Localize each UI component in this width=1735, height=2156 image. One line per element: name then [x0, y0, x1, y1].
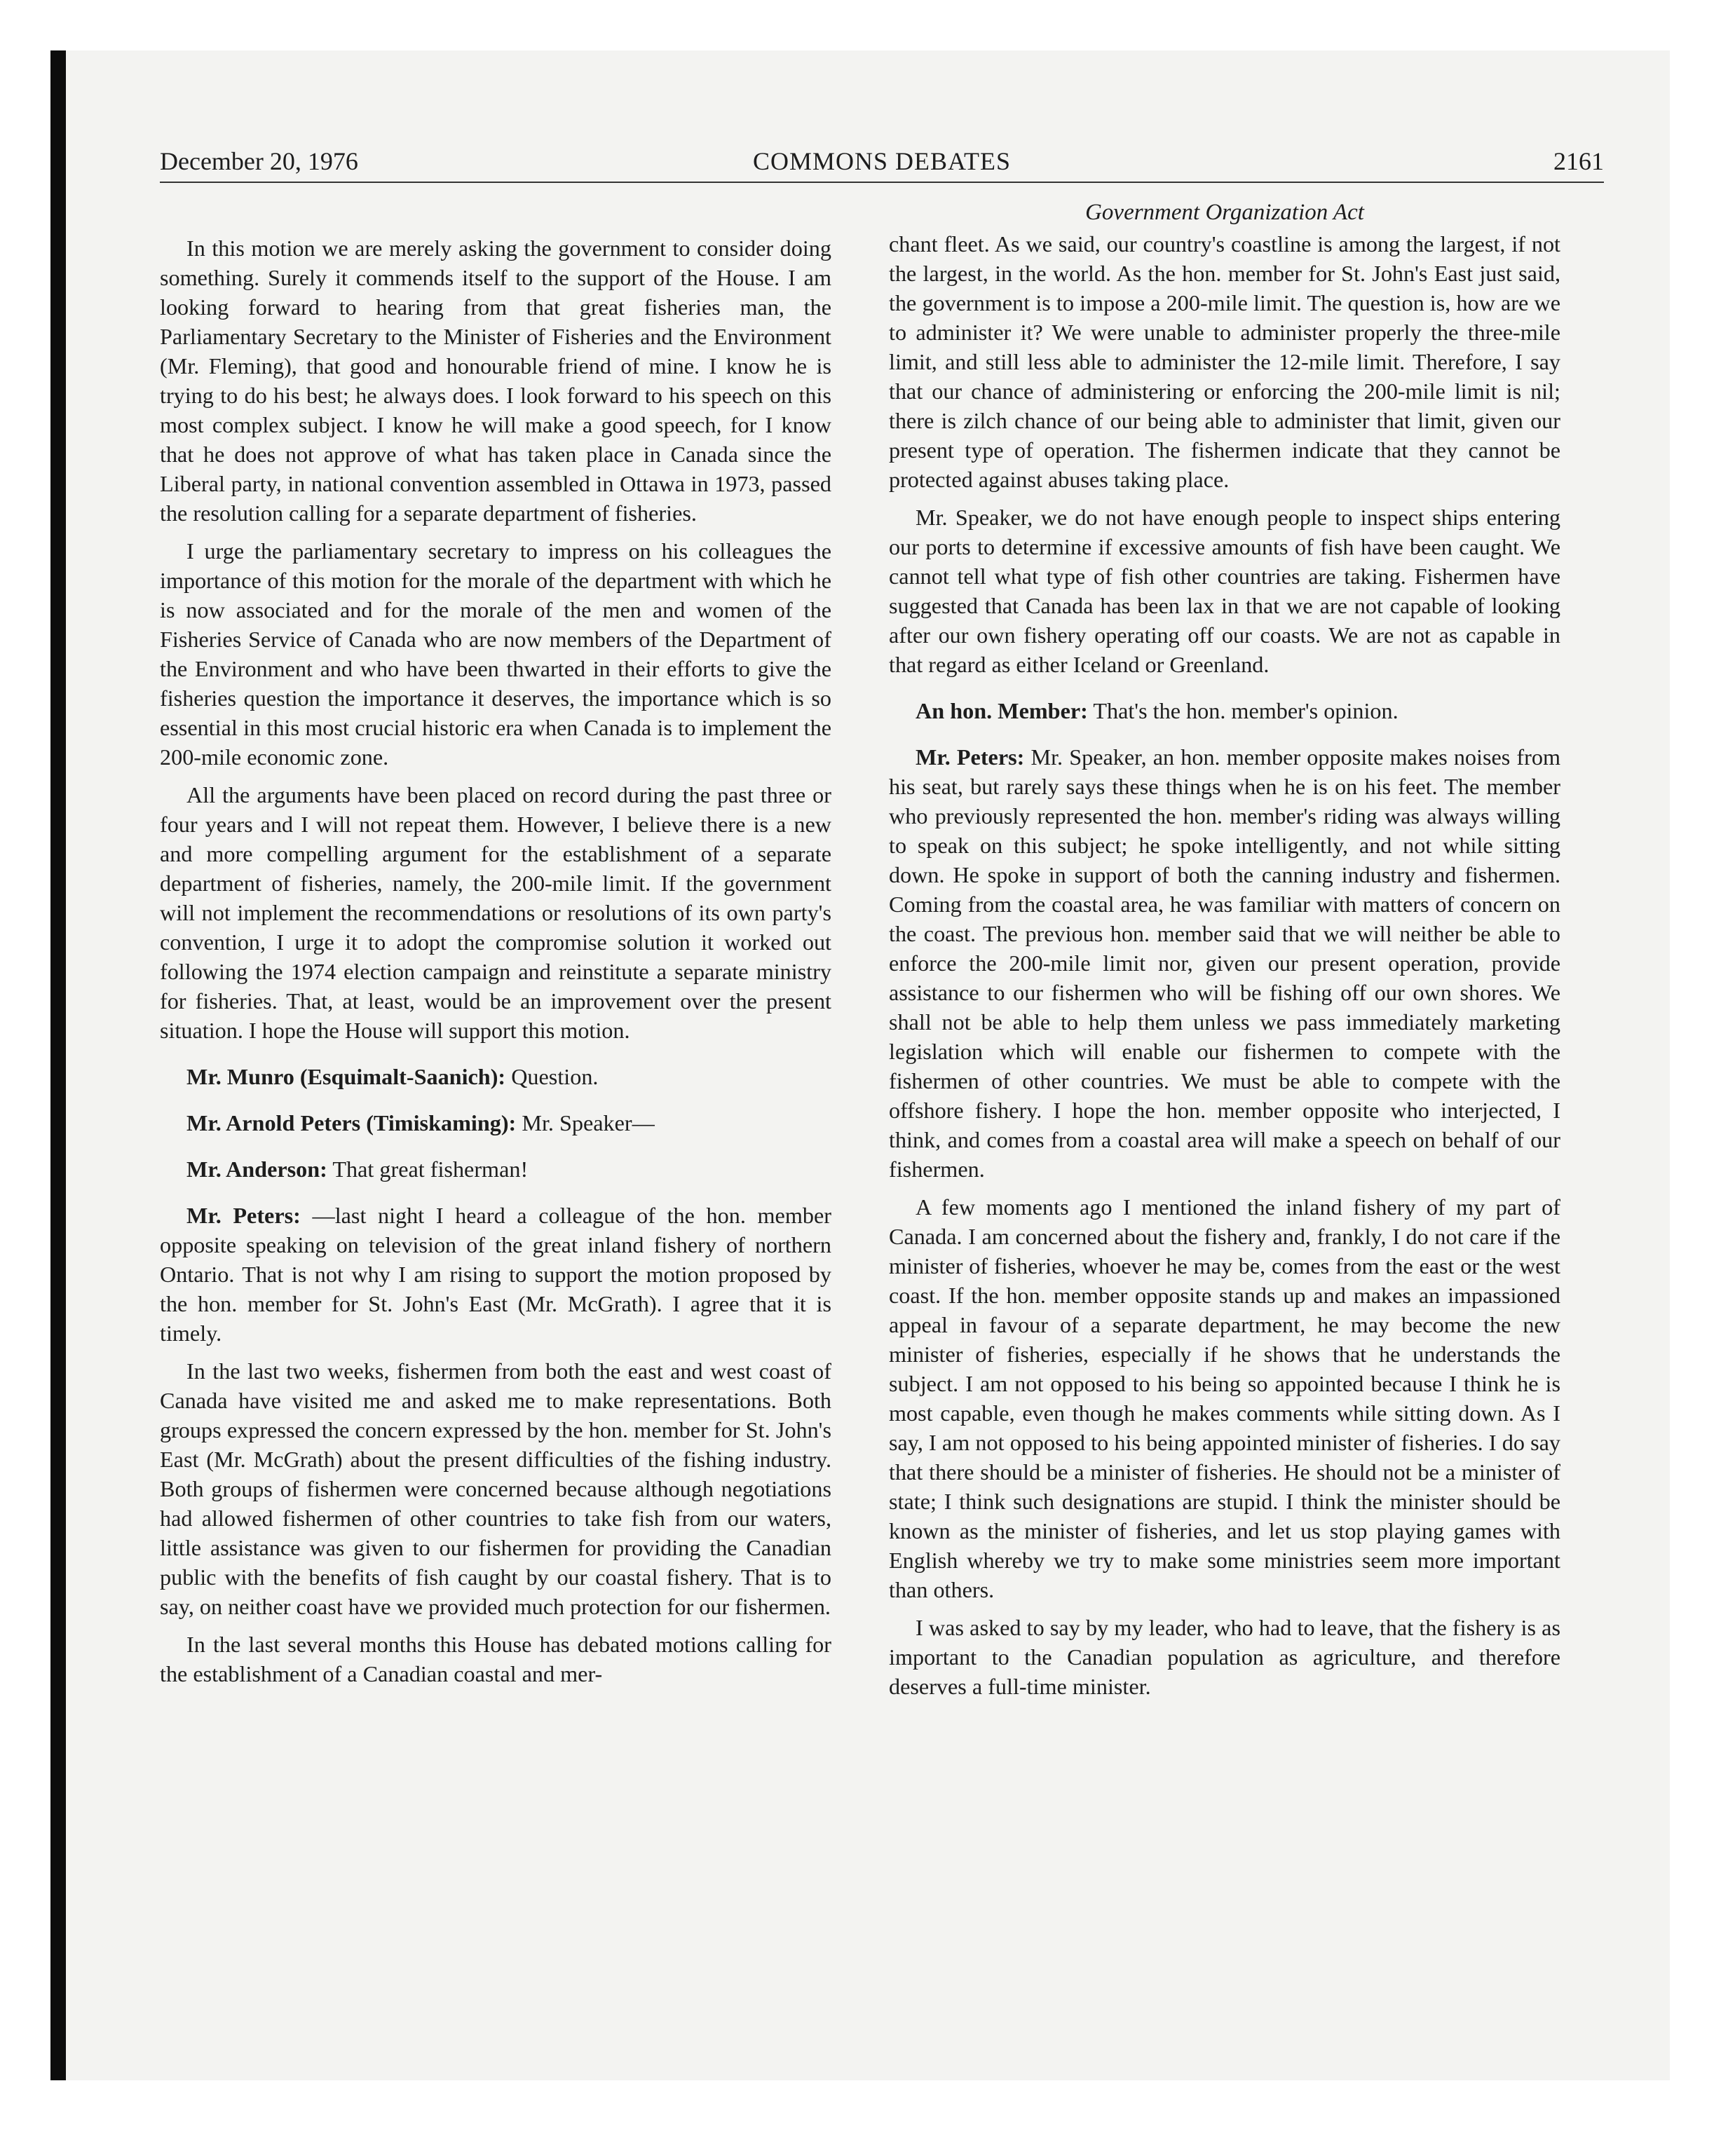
header-publication: COMMONS DEBATES [752, 147, 1012, 175]
hansard-page [160, 144, 1604, 1699]
speech-text: Question. [505, 1064, 599, 1089]
speech-hon-member [889, 696, 1560, 725]
binding-edge [50, 50, 66, 2080]
speaker-name: Mr. Arnold Peters (Timiskaming): [186, 1110, 517, 1135]
speech-peters [160, 1201, 831, 1348]
paragraph: In the last several months this House has debated motions calling for the establishment of a Canadian coastal and mer- [160, 1632, 831, 1686]
running-header [160, 144, 1604, 179]
speech-text: That's the hon. member's opinion. [1087, 698, 1399, 723]
speech-text: Mr. Speaker— [516, 1110, 655, 1135]
paragraph: In the last two weeks, fishermen from both the east and west coast of Canada have visited me and asked me to make representations. Both groups expressed the concern expressed by the hon. member for St. John's East (Mr. McGrath) about the present difficulties of the fishing industry. Both groups of fishermen were concerned because although negotiations had allowed fishermen of other countries to take fish from our waters, little assistance was given to our fishermen for providing the Canadian public with the benefits of fish caught by our coastal fishery. That is to say, on neither coast have we provided much protection for our fishermen. [160, 1358, 831, 1619]
page-number: 2161 [1553, 147, 1604, 175]
speaker-name: Mr. Peters: [186, 1203, 301, 1228]
paragraph: A few moments ago I mentioned the inland fishery of my part of Canada. I am concerned about the fishery and, frankly, I do not care if the minister of fisheries, whoever he may be, comes from the east or the west coast. If the hon. member opposite stands up and makes an impassioned appeal in favour of a separate department, he may become the new minister of fisheries, especially if he shows that he understands the subject. I am not opposed to his being so appointed because I think he is most capable, even though he makes comments while sitting down. As I say, I am not opposed to his being appointed minister of fisheries. I do say that there should be a minister of fisheries. He should not be a minister of state; I think such designations are stupid. I think the minister should be known as the minister of fisheries, and let us stop playing games with English whereby we try to make some ministries seem more important than others. [889, 1194, 1560, 1602]
paragraph: I urge the parliamentary secretary to impress on his colleagues the importance of this motion for the morale of the department with which he is now associated and for the morale of the men and women of the Fisheries Service of Canada who are now members of the Department of the Environment and who have been thwarted in their efforts to give the fisheries question the importance it deserves, the importance which is so essential in this most crucial historic era when Canada is to implement the 200-mile economic zone. [160, 538, 831, 770]
speaker-name: An hon. Member: [916, 698, 1088, 723]
speaker-name: Mr. Peters: [916, 744, 1025, 770]
speech-anderson [160, 1154, 831, 1184]
speech-text: That great fisherman! [327, 1157, 529, 1182]
speaker-name: Mr. Anderson: [186, 1157, 327, 1182]
speech-peters [889, 742, 1560, 1184]
speech-text: —last night I heard a colleague of the hon. member opposite speaking on television of the great inland fishery of northern Ontario. That is not why I am rising to support the motion proposed by the hon. member for St. John's East (Mr. McGrath). I agree that it is timely. [160, 1203, 831, 1346]
right-column [889, 197, 1560, 1710]
paragraph: All the arguments have been placed on record during the past three or four years and I will not repeat them. However, I believe there is a new and more compelling argument for the establishment of a separate department of fisheries, namely, the 200-mile limit. If the government will not implement the recommendations or resolutions of its own party's convention, I urge it to adopt the compromise solution it worked out following the 1974 election campaign and reinstitute a separate ministry for fisheries. That, at least, would be an improvement over the present situation. I hope the House will support this motion. [160, 782, 831, 1043]
speech-munro [160, 1062, 831, 1091]
section-title: Government Organization Act [1085, 200, 1364, 225]
speech-text: Mr. Speaker, an hon. member opposite makes noises from his seat, but rarely says these things when he is on his feet. The member who previously represented the hon. member's riding was always willing to speak on this subject; he spoke intelligently, and not while sitting down. He spoke in support of both the canning industry and fishermen. Coming from the coastal area, he was familiar with matters of concern on the coast. The previous hon. member said that we will neither be able to enforce the 200-mile limit nor, given our present operation, provide assistance to our fishermen who will be fishing off our own shores. We shall not be able to help them unless we pass immediately marketing legislation which will enable our fishermen to compete with the fishermen of other countries. We must be able to compete with the offshore fishery. I hope the hon. member opposite who interjected, I think, and comes from a coastal area will make a speech on behalf of our fishermen. [889, 744, 1560, 1182]
paragraph: chant fleet. As we said, our country's coastline is among the largest, if not the largest, in the world. As the hon. member for St. John's East just said, the government is to impose a 200-mile limit. The question is, how are we to administer it? We were unable to administer properly the three-mile limit, and still less able to administer the 12-mile limit. Therefore, I say that our chance of administering or enforcing the 200-mile limit is nil; there is zilch chance of our being able to administer that limit, given our present type of operation. The fishermen indicate that they cannot be protected against abuses taking place. [889, 231, 1560, 492]
paragraph: Mr. Speaker, we do not have enough people to inspect ships entering our ports to determine if excessive amounts of fish have been caught. We cannot tell what type of fish other countries are taking. Fishermen have suggested that Canada has been lax in that we are not capable of looking after our own fishery operating off our coasts. We are not as capable in that regard as either Iceland or Greenland. [889, 505, 1560, 677]
speech-arnold-peters [160, 1108, 831, 1138]
paragraph: In this motion we are merely asking the government to consider doing something. Surely it commends itself to the support of the House. I am looking forward to hearing from that great fisheries man, the Parliamentary Secretary to the Minister of Fisheries and the Environment (Mr. Fleming), that good and honourable friend of mine. I know he is trying to do his best; he always does. I look forward to his speech on this most complex subject. I know he will make a good speech, for I know that he does not approve of what has taken place in Canada since the Liberal party, in national convention assembled in Ottawa in 1973, passed the resolution calling for a separate department of fisheries. [160, 236, 831, 526]
header-rule [160, 182, 1604, 183]
paragraph: I was asked to say by my leader, who had to leave, that the fishery is as important to the Canadian population as agriculture, and therefore deserves a full-time minister. [889, 1615, 1560, 1699]
speaker-name: Mr. Munro (Esquimalt-Saanich): [186, 1064, 506, 1089]
header-date: December 20, 1976 [160, 147, 358, 175]
left-column [160, 233, 831, 1697]
